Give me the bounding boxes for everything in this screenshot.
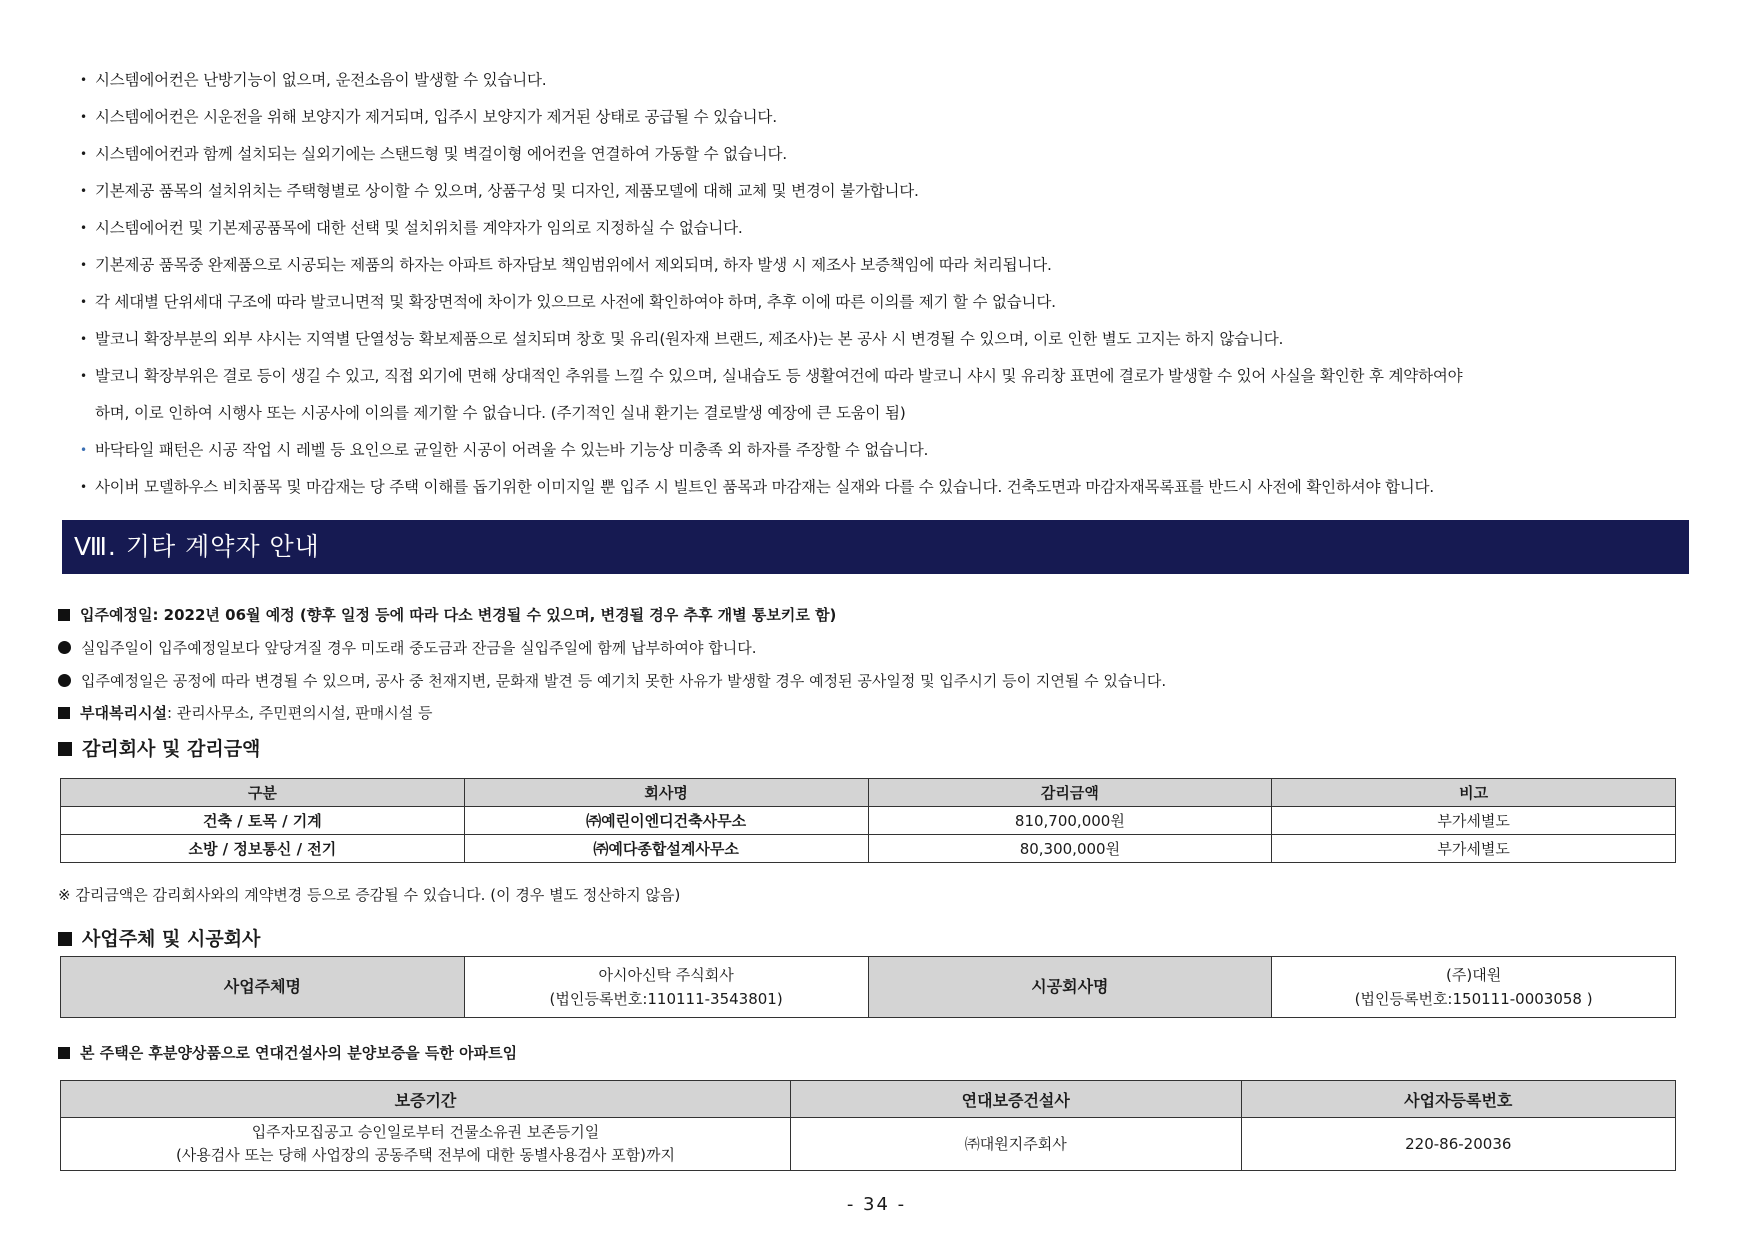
list-item: • 시스템에어컨과 함께 설치되는 실외기에는 스탠드형 및 벽걸이형 에어컨을 연결하여 가동할 수 없습니다. <box>80 136 1700 173</box>
square-bullet-icon <box>58 609 70 621</box>
notice-bullet-list <box>80 62 1700 506</box>
move-in-note: 입주예정일은 공정에 따라 변경될 수 있으며, 공사 중 천재지변, 문화재 발견 등 예기치 못한 사유가 발생할 경우 예정된 공사일정 및 입주시기 등이 지연될 수 있습니다. <box>58 670 1698 691</box>
section-title: Ⅷ. 기타 계약자 안내 <box>62 520 1689 574</box>
list-item: • 시스템에어컨은 난방기능이 없으며, 운전소음이 발생할 수 있습니다. <box>80 62 1700 99</box>
list-item: • 사이버 모델하우스 비치품목 및 마감재는 당 주택 이해를 돕기위한 이미지일 뿐 입주 시 빌트인 품목과 마감재는 실재와 다를 수 있습니다. 건축도면과 마감자재목록표를 반드시 사전에 확인하셔야 합니다. <box>80 469 1700 506</box>
bullet-icon: • <box>80 110 87 124</box>
move-in-date: 입주예정일: 2022년 06월 예정 (향후 일정 등에 따라 다소 변경될 수 있으며, 변경될 경우 추후 개별 통보키로 함) <box>58 604 1698 625</box>
bullet-icon: • <box>80 332 87 346</box>
list-item: • 시스템에어컨은 시운전을 위해 보양지가 제거되며, 입주시 보양지가 제거된 상태로 공급될 수 있습니다. <box>80 99 1700 136</box>
developer-heading: 사업주체 및 시공회사 <box>58 924 260 951</box>
table-header-row: 보증기간 연대보증건설사 사업자등록번호 <box>61 1081 1676 1118</box>
bullet-icon: • <box>80 258 87 272</box>
bullet-icon: • <box>80 184 87 198</box>
page-number: - 34 - <box>846 1194 907 1215</box>
bullet-icon: • <box>80 443 87 457</box>
bullet-icon: • <box>80 480 87 494</box>
list-item: • 기본제공 품목의 설치위치는 주택형별로 상이할 수 있으며, 상품구성 및 디자인, 제품모델에 대해 교체 및 변경이 불가합니다. <box>80 173 1700 210</box>
bullet-icon: • <box>80 73 87 87</box>
table-row: 사업주체명 아시아신탁 주식회사 (법인등록번호:110111-3543801) 시공회사명 (주)대원 (법인등록번호:150111-0003058 ) <box>61 957 1676 1018</box>
supervision-footnote: ※ 감리금액은 감리회사와의 계약변경 등으로 증감될 수 있습니다. (이 경우 별도 정산하지 않음) <box>58 886 681 904</box>
square-bullet-icon <box>58 1047 70 1059</box>
supervision-heading: 감리회사 및 감리금액 <box>58 734 260 761</box>
list-item: • 바닥타일 패턴은 시공 작업 시 레벨 등 요인으로 균일한 시공이 어려울 수 있는바 기능상 미충족 외 하자를 주장할 수 없습니다. <box>80 432 1700 469</box>
list-item: • 시스템에어컨 및 기본제공품목에 대한 선택 및 설치위치를 계약자가 임의로 지정하실 수 없습니다. <box>80 210 1700 247</box>
supervision-table <box>60 778 1676 863</box>
developer-table <box>60 956 1676 1018</box>
square-bullet-icon <box>58 742 72 756</box>
bullet-icon: • <box>80 147 87 161</box>
circle-bullet-icon <box>58 641 71 654</box>
bullet-icon: • <box>80 295 87 309</box>
list-item: • 발코니 확장부위은 결로 등이 생길 수 있고, 직접 외기에 면해 상대적인 추위를 느낄 수 있으며, 실내습도 등 생활여건에 따라 발코니 샤시 및 유리창 표면에 결로가 발생할 수 있어 사실을 확인한 후 계약하여야 하며, 이로 인하여 시행사 또는 시공사에 이의를 제기할 수 없습니다. (주기적인 실내 환기는 결로발생 예장에 큰 도움이 됨) <box>80 358 1700 432</box>
square-bullet-icon <box>58 707 70 719</box>
move-in-note: 실입주일이 입주예정일보다 앞당겨질 경우 미도래 중도금과 잔금을 실입주일에 함께 납부하여야 합니다. <box>58 637 1698 658</box>
list-item: • 각 세대별 단위세대 구조에 따라 발코니면적 및 확장면적에 차이가 있으므로 사전에 확인하여야 하며, 추후 이에 따른 이의를 제기 할 수 없습니다. <box>80 284 1700 321</box>
bullet-icon: • <box>80 369 87 383</box>
bullet-icon: • <box>80 221 87 235</box>
square-bullet-icon <box>58 932 72 946</box>
guarantee-heading: 본 주택은 후분양상품으로 연대건설사의 분양보증을 득한 아파트임 <box>58 1042 1698 1063</box>
table-row: 입주자모집공고 승인일로부터 건물소유권 보존등기일 (사용검사 또는 당해 사업장의 공동주택 전부에 대한 동별사용검사 포함)까지 ㈜대원지주회사 220-86-20036 <box>61 1118 1676 1171</box>
list-item: • 발코니 확장부분의 외부 샤시는 지역별 단열성능 확보제품으로 설치되며 창호 및 유리(원자재 브랜드, 제조사)는 본 공사 시 변경될 수 있으며, 이로 인한 별도 고지는 하지 않습니다. <box>80 321 1700 358</box>
guarantee-table <box>60 1080 1676 1171</box>
facilities: 부대복리시설: 관리사무소, 주민편의시설, 판매시설 등 <box>58 702 1698 723</box>
table-row: 소방 / 정보통신 / 전기 ㈜예다종합설계사무소 80,300,000원 부가세별도 <box>61 835 1676 863</box>
table-row: 건축 / 토목 / 기계 ㈜예린이엔디건축사무소 810,700,000원 부가세별도 <box>61 807 1676 835</box>
circle-bullet-icon <box>58 674 71 687</box>
list-item: • 기본제공 품목중 완제품으로 시공되는 제품의 하자는 아파트 하자담보 책임범위에서 제외되며, 하자 발생 시 제조사 보증책임에 따라 처리됩니다. <box>80 247 1700 284</box>
table-header-row: 구분 회사명 감리금액 비고 <box>61 779 1676 807</box>
